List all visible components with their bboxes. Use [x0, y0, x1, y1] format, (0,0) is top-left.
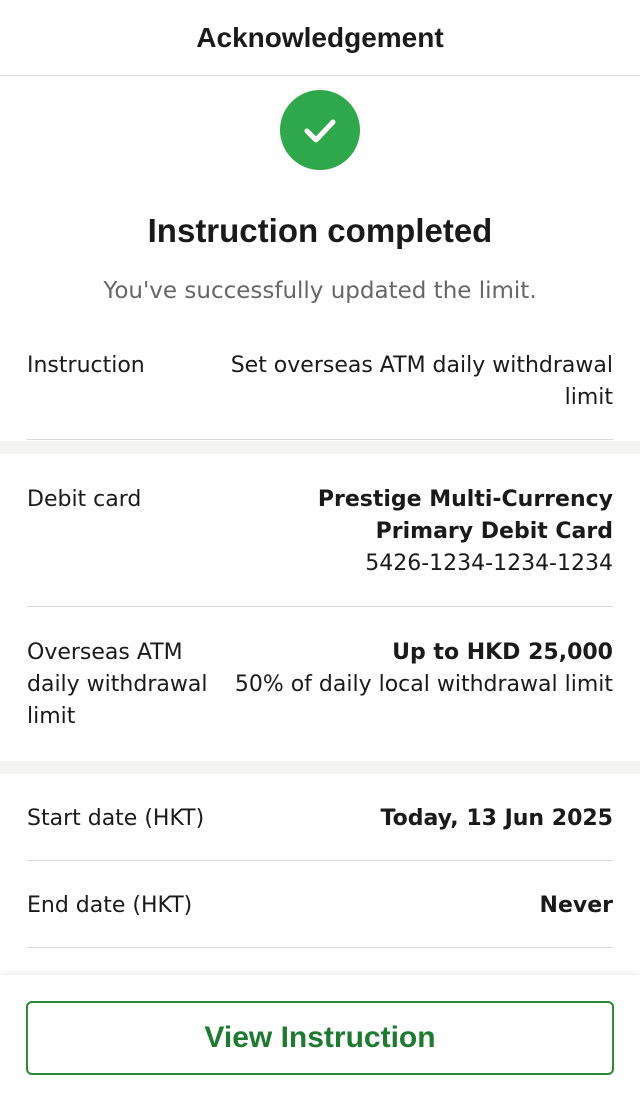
- divider: [27, 860, 613, 861]
- divider: [27, 606, 613, 607]
- instruction-row: [27, 350, 613, 414]
- debit-card-value: [233, 484, 613, 580]
- instruction-value: Set overseas ATM daily withdrawal limit: [230, 353, 613, 410]
- start-date-value: Today, 13 Jun 2025: [380, 806, 613, 831]
- end-date-value: Never: [539, 893, 613, 918]
- overseas-limit-note: 50% of daily local withdrawal limit: [234, 672, 613, 697]
- header: [0, 0, 640, 76]
- debit-card-number: 5426-1234-1234-1234: [365, 551, 613, 576]
- section-separator: [0, 441, 640, 454]
- debit-card-name: Prestige Multi-Currency Primary Debit Card: [317, 487, 613, 544]
- overseas-limit-row: [27, 637, 613, 733]
- end-date-label: End date (HKT): [27, 893, 193, 918]
- status-message: You've successfully updated the limit.: [103, 278, 537, 304]
- start-date-row: [27, 803, 613, 835]
- overseas-limit-label: Overseas ATM daily withdrawal limit: [27, 640, 208, 729]
- debit-card-row: [27, 484, 613, 580]
- start-date-label: Start date (HKT): [27, 806, 205, 831]
- overseas-limit-value: [228, 637, 613, 733]
- view-instruction-button[interactable]: View Instruction: [26, 1001, 614, 1075]
- divider: [27, 439, 613, 440]
- section-separator: [0, 761, 640, 774]
- end-date-row: [27, 890, 613, 922]
- checkmark-circle-icon: [280, 90, 360, 170]
- divider: [27, 947, 613, 948]
- page-title: Acknowledgement: [196, 21, 444, 53]
- overseas-limit-amount: Up to HKD 25,000: [392, 640, 613, 665]
- status-heading: Instruction completed: [147, 212, 493, 249]
- instruction-label: Instruction: [27, 353, 145, 378]
- debit-card-label: Debit card: [27, 487, 142, 512]
